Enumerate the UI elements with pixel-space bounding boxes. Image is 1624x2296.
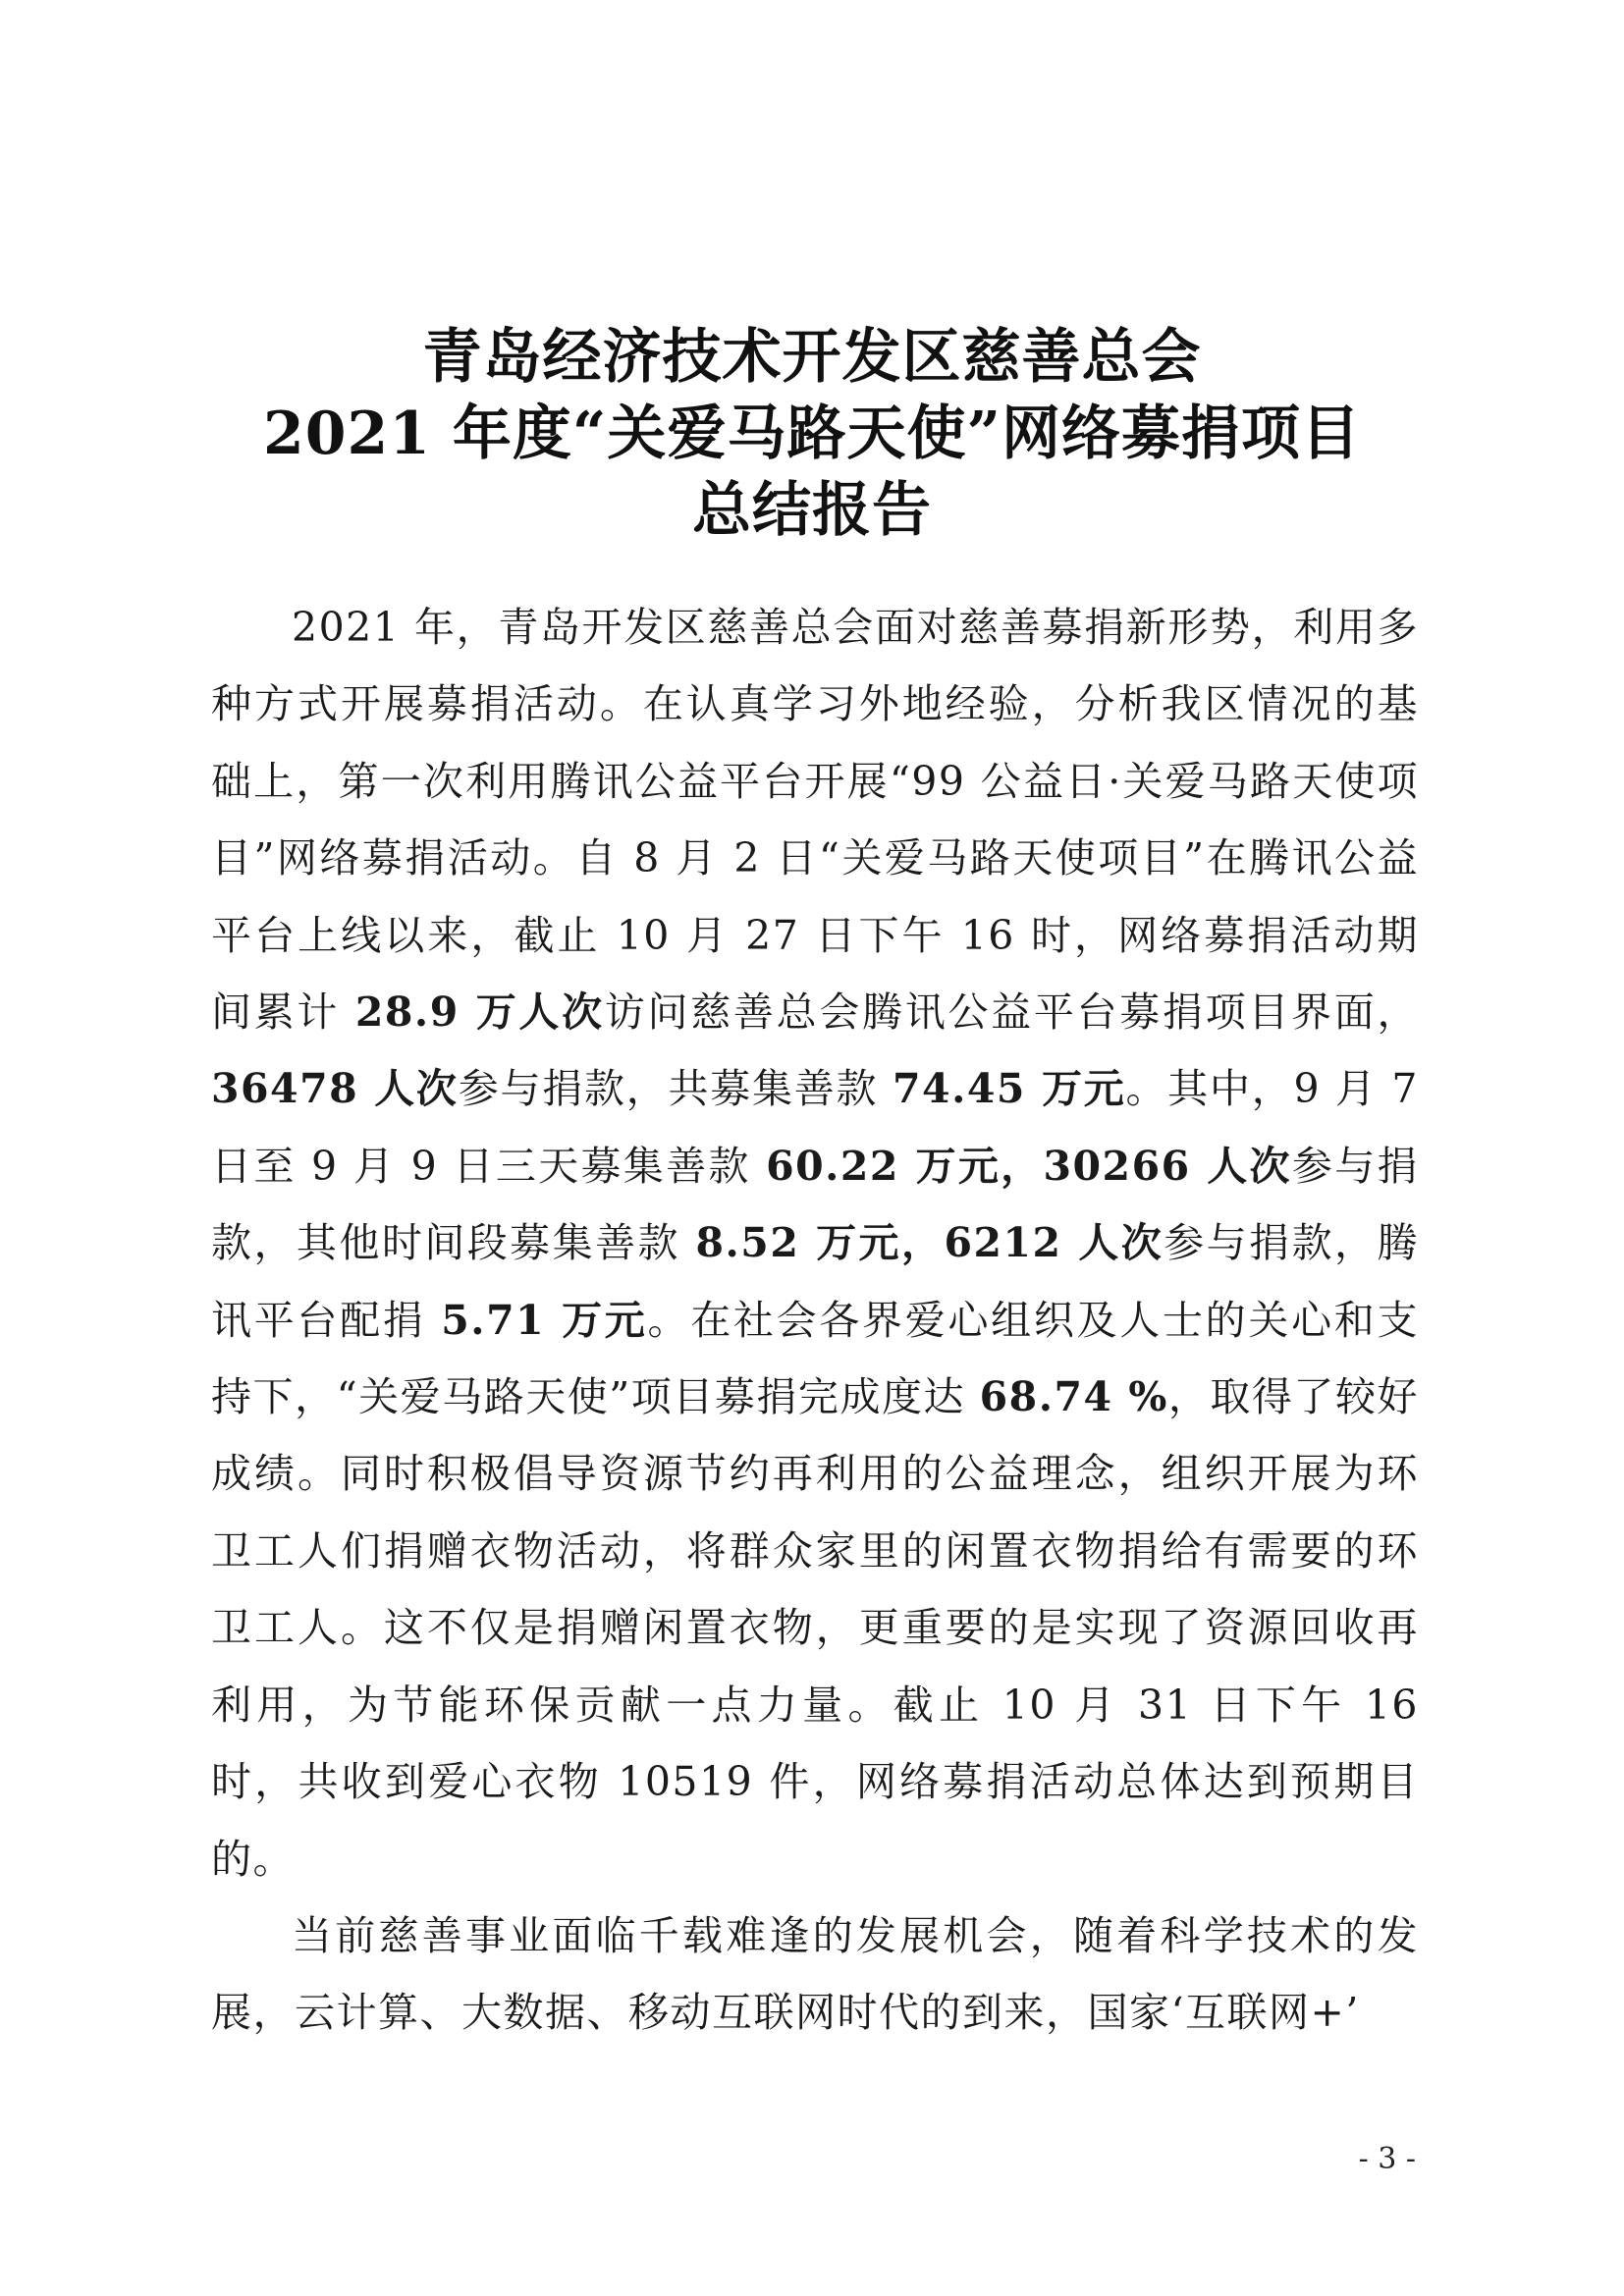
text-segment: 参与捐款，腾讯平台配捐 <box>211 1219 1419 1344</box>
highlight-other-period-amount: 8.52 万元，6212 人次 <box>695 1219 1164 1267</box>
text-segment: 参与捐款，共募集善款 <box>458 1065 893 1113</box>
text-segment: 。其中，9 月 7 日至 9 月 9 日三天募集善款 <box>211 1065 1419 1190</box>
title-line-3: 总结报告 <box>692 476 932 545</box>
document-body <box>211 589 1419 2052</box>
highlight-completion-rate: 68.74 % <box>979 1373 1168 1421</box>
page-number: - 3 - <box>1358 2142 1416 2176</box>
title-line-1: 青岛经济技术开发区慈善总会 <box>422 323 1202 392</box>
highlight-total-amount: 74.45 万元 <box>893 1065 1126 1113</box>
highlight-donors: 36478 人次 <box>211 1065 459 1113</box>
paragraph-outlook: 当前慈善事业面临千载难逢的发展机会，随着科学技术的发展，云计算、大数据、移动互联网时代的到来，国家‘互联网+’ <box>211 1911 1419 2037</box>
text-segment: ，取得了较好成绩。同时积极倡导资源节约再利用的公益理念，组织开展为环卫工人们捐赠衣物活动，将群众家里的闲置衣物捐给有需要的环卫工人。这不仅是捐赠闲置衣物，更重要的是实现了资源回收再利用，为节能环保贡献一点力量。截止 10 月 31 日下午 16 时，共收到爱心衣物 10519 件，网络募捐活动总体达到预期目的。 <box>211 1373 1420 1883</box>
text-segment: 访问慈善总会腾讯公益平台募捐项目界面， <box>604 988 1419 1037</box>
document-title <box>196 319 1428 549</box>
text-segment: 2021 年，青岛开发区慈善总会面对慈善募捐新形势，利用多种方式开展募捐活动。在认真学习外地经验，分析我区情况的基础上，第一次利用腾讯公益平台开展“99 公益日·关爱马路天使项目”网络募捐活动。自 8 月 2 日“关爱马路天使项目”在腾讯公益平台上线以来，截止 10 月 27 日下午 16 时，网络募捐活动期间累计 <box>211 604 1419 1037</box>
text-segment: 参与捐款，其他时间段募集善款 <box>211 1142 1420 1267</box>
highlight-three-day-amount: 60.22 万元，30266 人次 <box>766 1142 1292 1190</box>
title-line-2: 2021 年度“关爱马路天使”网络募捐项目 <box>263 400 1361 468</box>
paragraph-summary <box>211 589 1419 1897</box>
highlight-visits: 28.9 万人次 <box>354 988 605 1037</box>
highlight-matching-amount: 5.71 万元 <box>441 1296 648 1344</box>
text-segment: 。在社会各界爱心组织及人士的关心和支持下，“关爱马路天使”项目募捐完成度达 <box>211 1296 1419 1421</box>
